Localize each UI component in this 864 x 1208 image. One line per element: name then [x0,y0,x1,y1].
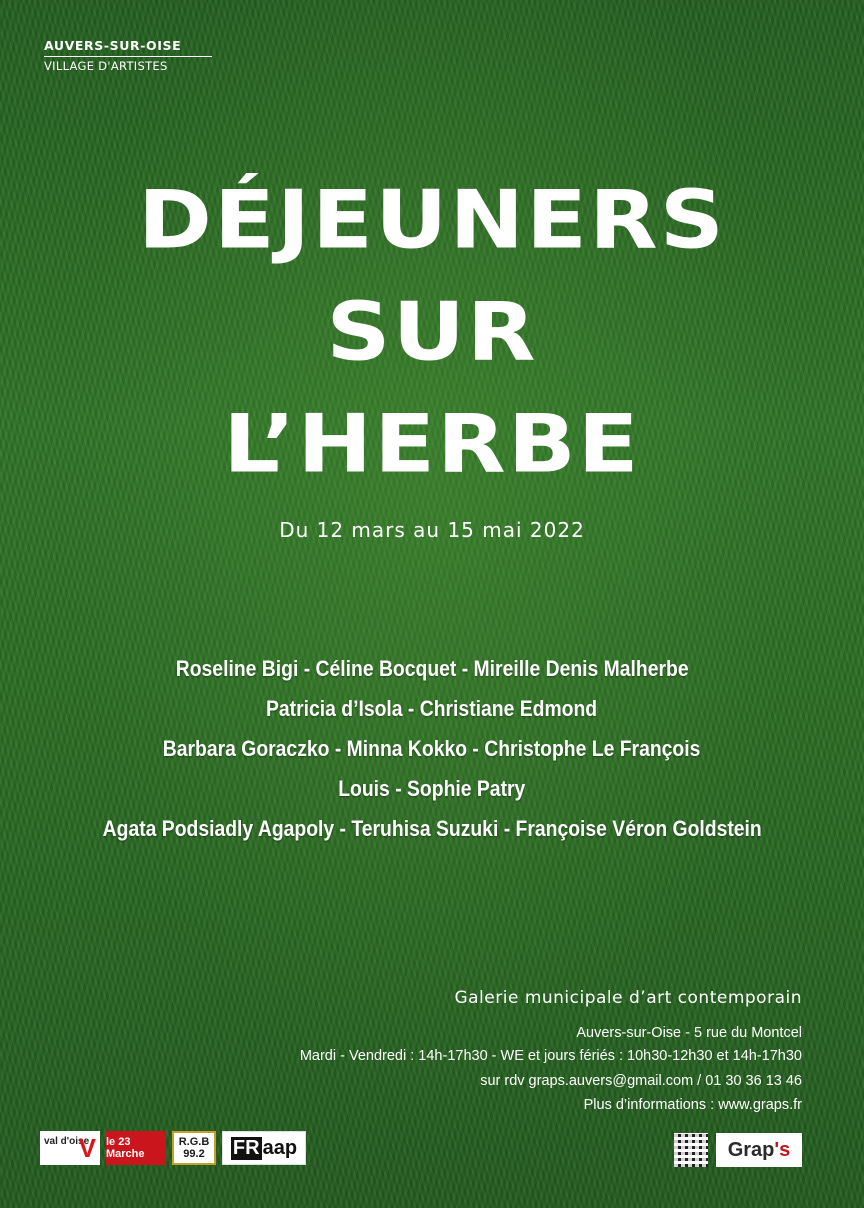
exhibition-dates: Du 12 mars au 15 mai 2022 [279,518,585,542]
rgb-radio-logo: R.G.B 99.2 [172,1131,216,1165]
artist-line: Agata Podsiadly Agapoly - Teruhisa Suzuki - Françoise Véron Goldstein [102,816,762,841]
artist-list [0,652,864,852]
valdoise-logo: val d'oise V [40,1131,100,1165]
le23-logo: le 23 Marche [106,1131,166,1165]
town-name: AUVERS-SUR-OISE [44,38,212,57]
title-line-2: SUR [326,285,538,379]
title-line-1: DÉJEUNERS [137,173,727,267]
opening-hours: Mardi - Vendredi : 14h-17h30 - WE et jours fériés : 10h30-12h30 et 14h-17h30 [299,1048,802,1064]
artist-line: Barbara Goraczko - Minna Kokko - Christophe Le François [163,736,701,761]
gallery-name: Galerie municipale d’art contemporain [454,988,802,1008]
artist-line: Roseline Bigi - Céline Bocquet - Mireille Denis Malherbe [175,656,689,681]
sponsor-logos [40,1131,306,1165]
more-info-link[interactable]: Plus d’informations : www.graps.fr [583,1097,802,1113]
organizer-logos [674,1133,802,1167]
fraap-logo: FR aap [222,1131,306,1165]
title-line-3: L’HERBE [223,397,641,491]
qr-code-icon[interactable] [674,1133,708,1167]
artist-line: Patricia d’Isola - Christiane Edmond [266,696,598,721]
venue-address: Auvers-sur-Oise - 5 rue du Montcel [576,1025,802,1041]
town-brand [44,38,212,73]
town-tagline: VILLAGE D'ARTISTES [44,59,168,73]
artist-line: Louis - Sophie Patry [338,776,526,801]
graps-logo: Grap 's [716,1133,802,1167]
contact-info: sur rdv graps.auvers@gmail.com / 01 30 36 13 46 [480,1073,802,1089]
